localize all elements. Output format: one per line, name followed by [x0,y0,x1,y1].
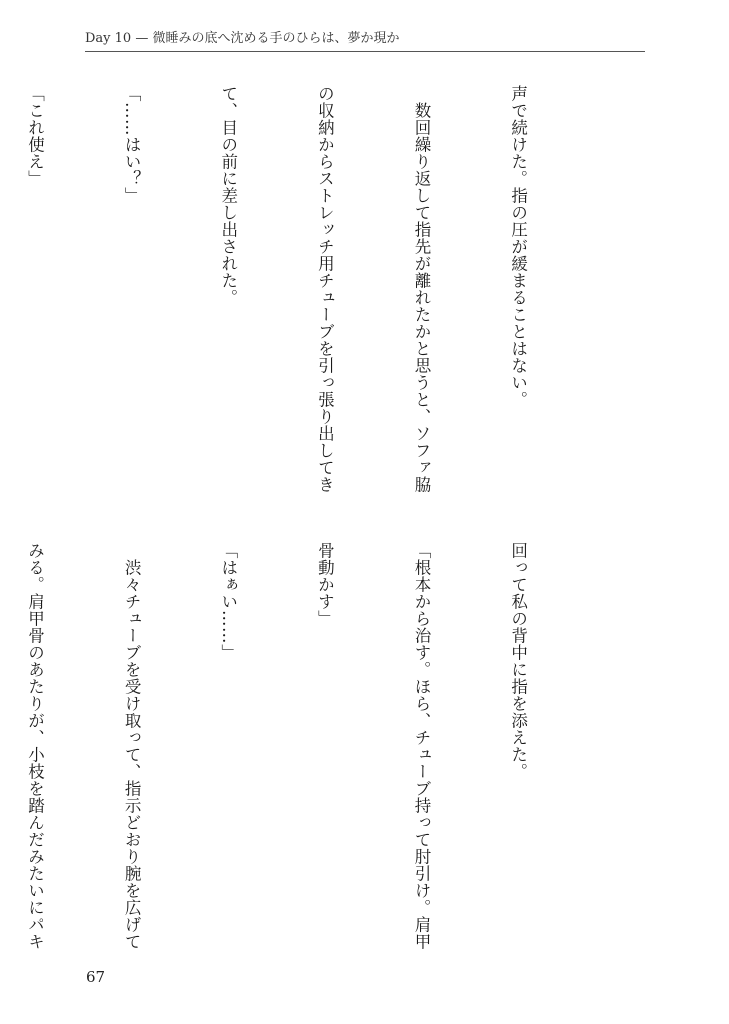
text-line: 骨動かす」 [315,542,335,627]
text-line: みる。肩甲骨のあたりが、小枝を踏んだみたいにパキ [25,542,45,950]
text-block-bottom [0,542,598,952]
text-line: て、目の前に差し出された。 [218,85,238,306]
running-header: Day 10 — 微睡みの底へ沈める手のひらは、夢か現か [85,30,645,52]
text-block-top [0,85,598,495]
text-line: 「……はい？」 [122,85,142,204]
text-line: の収納からストレッチ用チューブを引っ張り出してき [315,85,335,493]
text-line: 回って私の背中に指を添えた。 [508,542,528,780]
text-line: 渋々チューブを受け取って、指示どおり腕を広げて [122,542,142,950]
page-number: 67 [86,968,106,986]
text-line: 数回繰り返して指先が離れたかと思うと、ソファ脇 [411,85,431,493]
text-line: 声で続けた。指の圧が緩まることはない。 [508,85,528,408]
text-line: 「これ使え」 [25,85,45,187]
text-line: 「はぁい……」 [218,542,238,661]
text-line: 「根本から治す。ほら、チューブ持って肘引け。肩甲 [411,542,431,950]
